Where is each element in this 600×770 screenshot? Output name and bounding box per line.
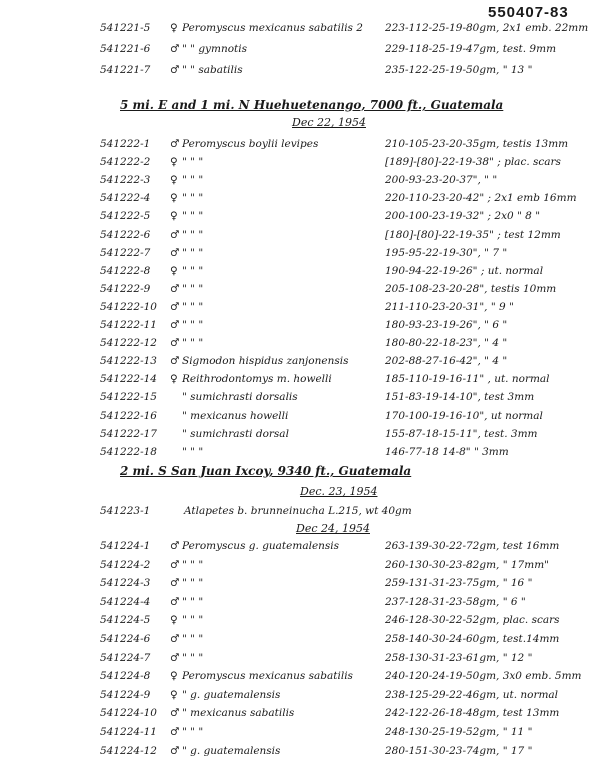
catalog-number: 541222-11	[100, 319, 157, 331]
measurements: 229-118-25-19-47gm, test. 9mm	[385, 43, 557, 55]
specimen-row	[100, 192, 600, 210]
specimen-row	[100, 596, 600, 614]
species-name: " " "	[182, 633, 204, 645]
measurements: 205-108-23-20-28", testis 10mm	[385, 282, 557, 295]
catalog-number: 541223-1	[100, 505, 151, 517]
catalog-number: 541222-12	[100, 337, 157, 350]
specimen-row-bird	[100, 505, 600, 523]
catalog-number: 541222-1	[100, 138, 151, 150]
measurements: 259-131-31-23-75gm, " 16 "	[385, 577, 533, 590]
sex-symbol: ♂	[170, 726, 180, 738]
specimen-row	[100, 689, 600, 707]
species-name: " mexicanus sabatilis	[182, 707, 295, 720]
specimen-row	[100, 391, 600, 409]
sex-symbol: ♂	[170, 595, 180, 608]
measurements: 170-100-19-16-10", ut normal	[385, 409, 543, 422]
sex-symbol: ♂	[170, 355, 180, 368]
species-name: Peromyscus boylii levipes	[182, 138, 319, 150]
sex-symbol: ♀	[170, 688, 178, 701]
measurements: 220-110-23-20-42" ; 2x1 emb 16mm	[385, 192, 577, 205]
measurements: 200-93-23-20-37", " "	[385, 174, 498, 187]
date-heading-2: Dec. 23, 1954	[300, 485, 378, 498]
species-name: " " "	[182, 577, 204, 590]
species-name: " mexicanus howelli	[182, 409, 289, 422]
specimen-row	[100, 373, 600, 391]
species-name: " " "	[182, 300, 204, 313]
species-name: Reithrodontomys m. howelli	[182, 373, 332, 386]
species-name: " " "	[182, 595, 204, 608]
sex-symbol: ♂	[170, 319, 180, 331]
catalog-number: 541224-4	[100, 595, 151, 608]
measurements: 223-112-25-19-80gm, 2x1 emb. 22mm	[385, 22, 589, 34]
date-heading-3: Dec 24, 1954	[296, 522, 370, 535]
sex-symbol: ♀	[170, 373, 178, 386]
specimen-row	[100, 355, 600, 373]
catalog-number: 541224-12	[100, 744, 157, 757]
sex-symbol: ♂	[170, 228, 180, 241]
catalog-number: 541222-3	[100, 174, 151, 187]
specimen-row	[100, 229, 600, 247]
sex-symbol: ♀	[170, 174, 178, 187]
sex-symbol: ♂	[170, 558, 180, 571]
species-name: " " "	[182, 558, 204, 571]
measurements: 185-110-19-16-11" , ut. normal	[385, 373, 550, 386]
sex-symbol: ♂	[170, 138, 180, 150]
specimen-row	[100, 410, 600, 428]
catalog-number: 541222-4	[100, 192, 151, 205]
species-name: " " "	[182, 614, 204, 627]
catalog-number: 541224-9	[100, 688, 151, 701]
sex-symbol: ♂	[170, 282, 180, 295]
specimen-row	[100, 43, 600, 61]
measurements: 238-125-29-22-46gm, ut. normal	[385, 688, 559, 701]
measurements: 210-105-23-20-35gm, testis 13mm	[385, 138, 569, 150]
species-name: " " "	[182, 228, 204, 241]
species-name: " " "	[182, 319, 204, 331]
specimen-row	[100, 428, 600, 446]
measurements: 200-100-23-19-32" ; 2x0 " 8 "	[385, 210, 541, 223]
specimen-row	[100, 138, 600, 156]
sex-symbol: ♀	[170, 264, 178, 277]
specimen-row	[100, 247, 600, 265]
measurements: 180-93-23-19-26", " 6 "	[385, 319, 508, 331]
catalog-number: 541221-5	[100, 22, 151, 34]
species-name: Peromyscus g. guatemalensis	[182, 540, 340, 552]
specimen-row	[100, 577, 600, 595]
bird-record: Atlapetes b. brunneinucha L.215, wt 40gm	[184, 505, 412, 517]
specimen-row	[100, 707, 600, 725]
species-name: " " "	[182, 174, 204, 187]
catalog-number: 541224-1	[100, 540, 151, 552]
catalog-number: 541224-11	[100, 726, 157, 738]
sex-symbol: ♀	[170, 210, 178, 223]
specimen-row	[100, 174, 600, 192]
species-name: Peromyscus mexicanus sabatilis	[182, 670, 353, 683]
catalog-number: 541222-6	[100, 228, 151, 241]
specimen-row	[100, 156, 600, 174]
species-name: " g. guatemalensis	[182, 744, 281, 757]
sex-symbol: ♂	[170, 577, 180, 590]
locality-heading-2: 2 mi. S San Juan Ixcoy, 9340 ft., Guatemala	[120, 464, 412, 478]
measurements: [180]-[80]-22-19-35" ; test 12mm	[385, 228, 561, 241]
measurements: 242-122-26-18-48gm, test 13mm	[385, 707, 560, 720]
catalog-number: 541224-6	[100, 633, 151, 645]
sex-symbol: ♂	[170, 633, 180, 645]
measurements: 260-130-30-23-82gm, " 17mm"	[385, 558, 549, 571]
catalog-number: 541222-9	[100, 282, 151, 295]
catalog-number: 541224-7	[100, 651, 151, 664]
sex-symbol: ♀	[170, 614, 178, 627]
measurements: 246-128-30-22-52gm, plac. scars	[385, 614, 560, 627]
catalog-number: 541222-13	[100, 355, 157, 368]
measurements: 195-95-22-19-30", " 7 "	[385, 246, 508, 259]
measurements: 180-80-22-18-23", " 4 "	[385, 337, 508, 350]
specimen-row	[100, 670, 600, 688]
specimen-row	[100, 446, 600, 464]
measurements: 280-151-30-23-74gm, " 17 "	[385, 744, 533, 757]
document-id: 550407-83	[488, 4, 569, 21]
sex-symbol: ♂	[170, 300, 180, 313]
species-name: " " sabatilis	[182, 64, 243, 76]
sex-symbol: ♀	[170, 22, 178, 34]
catalog-number: 541222-10	[100, 300, 157, 313]
measurements: 237-128-31-23-58gm, " 6 "	[385, 595, 526, 608]
measurements: 248-130-25-19-52gm, " 11 "	[385, 726, 533, 738]
sex-symbol: ♂	[170, 707, 180, 720]
catalog-number: 541224-2	[100, 558, 151, 571]
specimen-row	[100, 265, 600, 283]
sex-symbol: ♂	[170, 651, 180, 664]
catalog-number: 541222-8	[100, 264, 151, 277]
species-name: " " "	[182, 726, 204, 738]
specimen-row	[100, 614, 600, 632]
specimen-row	[100, 652, 600, 670]
sex-symbol: ♀	[170, 670, 178, 683]
locality-heading-1: 5 mi. E and 1 mi. N Huehuetenango, 7000 ft., Guatemala	[120, 98, 504, 112]
specimen-row	[100, 301, 600, 319]
measurements: 240-120-24-19-50gm, 3x0 emb. 5mm	[385, 670, 582, 683]
species-name: " sumichrasti dorsalis	[182, 391, 298, 404]
measurements: 211-110-23-20-31", " 9 "	[385, 300, 514, 313]
species-name: " " "	[182, 651, 204, 664]
sex-symbol: ♀	[170, 156, 178, 169]
catalog-number: 541221-7	[100, 64, 151, 76]
specimen-row	[100, 726, 600, 744]
catalog-number: 541222-18	[100, 445, 157, 458]
measurements: 155-87-18-15-11", test. 3mm	[385, 427, 538, 440]
sex-symbol: ♂	[170, 246, 180, 259]
specimen-row	[100, 633, 600, 651]
catalog-number: 541224-5	[100, 614, 151, 627]
specimen-row	[100, 745, 600, 763]
measurements: 202-88-27-16-42", " 4 "	[385, 355, 508, 368]
measurements: 151-83-19-14-10", test 3mm	[385, 391, 535, 404]
catalog-number: 541222-2	[100, 156, 151, 169]
specimen-row	[100, 337, 600, 355]
sex-symbol: ♂	[170, 43, 180, 55]
catalog-number: 541222-7	[100, 246, 151, 259]
catalog-number: 541222-14	[100, 373, 157, 386]
species-name: " " gymnotis	[182, 43, 247, 55]
specimen-row	[100, 283, 600, 301]
species-name: Peromyscus mexicanus sabatilis 2	[182, 22, 363, 34]
specimen-row	[100, 559, 600, 577]
measurements: 258-140-30-24-60gm, test.14mm	[385, 633, 560, 645]
catalog-number: 541224-3	[100, 577, 151, 590]
species-name: " " "	[182, 192, 204, 205]
catalog-number: 541222-5	[100, 210, 151, 223]
catalog-number: 541224-10	[100, 707, 157, 720]
measurements: 263-139-30-22-72gm, test 16mm	[385, 540, 560, 552]
specimen-row	[100, 210, 600, 228]
species-name: " " "	[182, 210, 204, 223]
specimen-row	[100, 540, 600, 558]
specimen-row	[100, 319, 600, 337]
measurements: 235-122-25-19-50gm, " 13 "	[385, 64, 533, 76]
catalog-number: 541222-15	[100, 391, 157, 404]
species-name: " " "	[182, 445, 204, 458]
species-name: " " "	[182, 156, 204, 169]
species-name: Sigmodon hispidus zanjonensis	[182, 355, 349, 368]
measurements: [189]-[80]-22-19-38" ; plac. scars	[385, 156, 561, 169]
species-name: " " "	[182, 264, 204, 277]
sex-symbol: ♂	[170, 744, 180, 757]
catalog-number: 541221-6	[100, 43, 151, 55]
specimen-row	[100, 22, 600, 40]
sex-symbol: ♀	[170, 192, 178, 205]
measurements: 190-94-22-19-26" ; ut. normal	[385, 264, 544, 277]
date-heading-1: Dec 22, 1954	[292, 116, 366, 129]
catalog-number: 541224-8	[100, 670, 151, 683]
specimen-row	[100, 64, 600, 82]
species-name: " sumichrasti dorsal	[182, 427, 289, 440]
sex-symbol: ♂	[170, 64, 180, 76]
measurements: 146-77-18 14-8" " 3mm	[385, 445, 509, 458]
species-name: " " "	[182, 337, 204, 350]
sex-symbol: ♂	[170, 540, 180, 552]
species-name: " " "	[182, 282, 204, 295]
species-name: " g. guatemalensis	[182, 688, 281, 701]
species-name: " " "	[182, 246, 204, 259]
measurements: 258-130-31-23-61gm, " 12 "	[385, 651, 533, 664]
catalog-number: 541222-17	[100, 427, 157, 440]
catalog-number: 541222-16	[100, 409, 157, 422]
sex-symbol: ♂	[170, 337, 180, 350]
